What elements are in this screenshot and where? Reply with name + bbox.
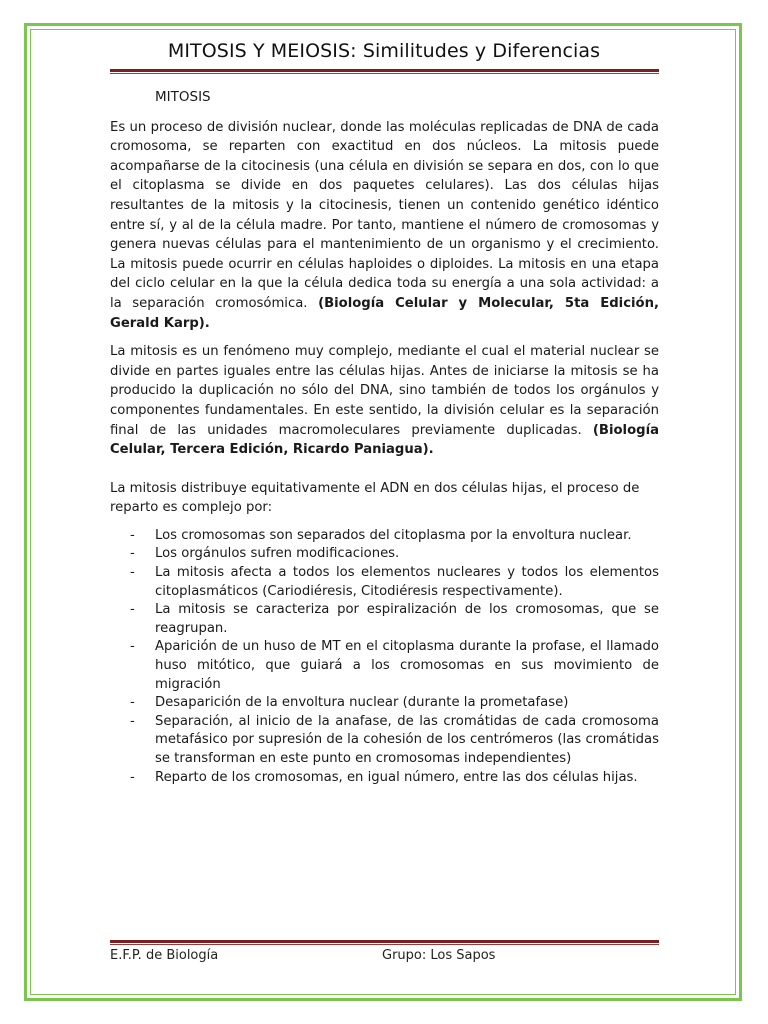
mitosis-list [110, 527, 659, 787]
bullet-dash: - [130, 769, 135, 785]
list-item-text: Reparto de los cromosomas, en igual número, entre las dos células hijas. [155, 769, 638, 785]
bullet-dash: - [130, 713, 135, 729]
paragraph-1 [110, 118, 659, 334]
list-item [110, 694, 659, 713]
list-item-text: Aparición de un huso de MT en el citoplasma durante la profase, el llamado huso mitótico, que guiará a los cromosomas en sus movimiento de migración [155, 639, 659, 692]
paragraph-2 [110, 342, 659, 460]
paragraph-2-text: La mitosis es un fenómeno muy complejo, mediante el cual el material nuclear se divide en partes iguales entre las células hijas. Antes de iniciarse la mitosis se ha producido la duplicación no sólo del DNA, sino también de todos los orgánulos y componentes fundamentales. En este sentido, la división celular es la separación final de las unidades macromoleculares previamente duplicadas. [110, 344, 659, 438]
paragraph-3: La mitosis distribuye equitativamente el ADN en dos células hijas, el proceso de reparto es complejo por: [110, 480, 640, 516]
bullet-dash: - [130, 565, 135, 581]
header-rule [110, 69, 659, 75]
footer-right: Grupo: Los Sapos [382, 948, 496, 963]
list-item-text: Los cromosomas son separados del citoplasma por la envoltura nuclear. [155, 527, 632, 543]
list-item [110, 527, 659, 546]
page-title: MITOSIS Y MEIOSIS: Similitudes y Diferencias [167, 40, 601, 62]
list-item [110, 713, 659, 769]
bullet-dash: - [130, 602, 135, 618]
list-item [110, 638, 659, 694]
list-item [110, 769, 659, 788]
footer-left: E.F.P. de Biología [110, 948, 219, 963]
document-body [110, 88, 659, 787]
list-item-text: La mitosis se caracteriza por espiralización de los cromosomas, que se reagrupan. [155, 602, 659, 636]
paragraph-1-citation: (Biología Celular y Molecular, 5ta Edición, Gerald Karp). [110, 295, 660, 331]
list-item-text: La mitosis afecta a todos los elementos nucleares y todos los elementos citoplasmáticos (Cariodiéresis, Citodiéresis respectivamente). [155, 565, 659, 599]
paragraph-2-citation: (Biología Celular, Tercera Edición, Ricardo Paniagua). [110, 422, 659, 458]
list-item [110, 564, 659, 601]
list-item-text: Los orgánulos sufren modificaciones. [155, 546, 400, 562]
bullet-dash: - [130, 527, 135, 543]
list-item-text: Desaparición de la envoltura nuclear (durante la prometafase) [155, 695, 569, 711]
section-heading: MITOSIS [155, 89, 211, 105]
bullet-dash: - [130, 546, 135, 562]
list-item [110, 545, 659, 564]
bullet-dash: - [130, 695, 135, 711]
bullet-dash: - [130, 639, 135, 655]
paragraph-1-text: Es un proceso de división nuclear, donde las moléculas replicadas de DNA de cada cromosoma, se reparten con exactitud en dos núcleos. La mitosis puede acompañarse de la citocinesis (una célula en división se separa en dos, con lo que el citoplasma se divide en dos paquetes celulares). Las dos células hijas resultantes de la mitosis y la citocinesis, tienen un contenido genético idéntico entre sí, y al de la célula madre. Por tanto, mantiene el número de cromosomas y genera nuevas células para el mantenimiento de un organismo y el crecimiento. La mitosis puede ocurrir en células haploides o diploides. La mitosis en una etapa del ciclo celular en la que la célula dedica toda su energía a una sola actividad: a la separación cromosómica. [110, 119, 659, 311]
list-item [110, 601, 659, 638]
list-item-text: Separación, al inicio de la anafase, de las cromátidas de cada cromosoma metafásico por supresión de la cohesión de los centrómeros (las cromátidas se transforman en este punto en cromosomas independientes) [155, 713, 659, 766]
footer-rule [110, 940, 659, 946]
